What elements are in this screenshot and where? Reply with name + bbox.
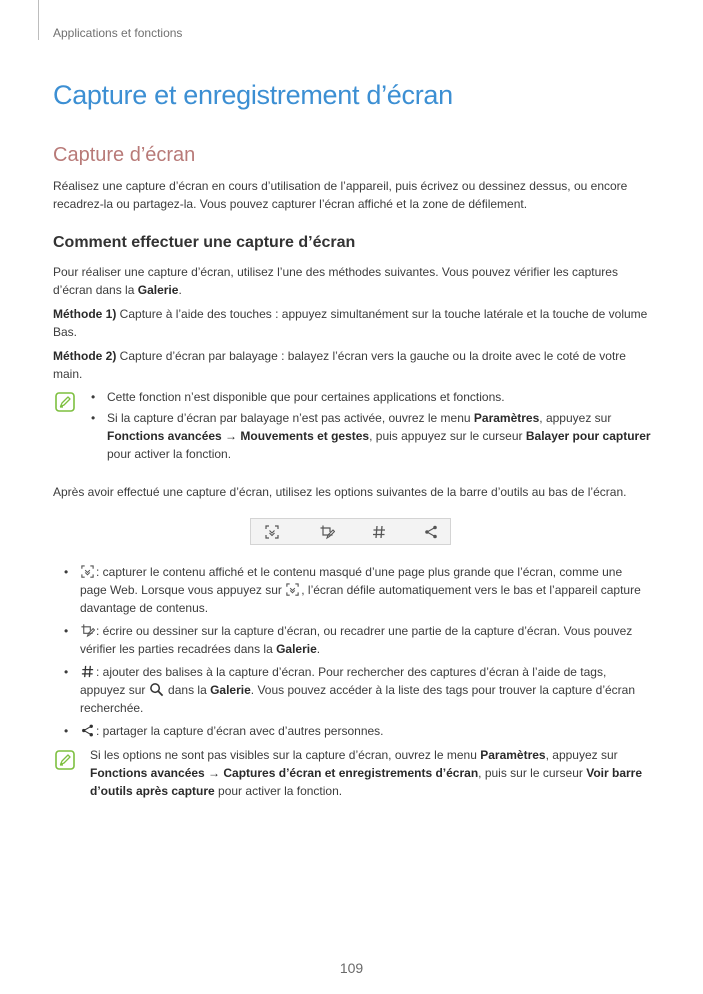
note-1-list	[107, 388, 652, 463]
screenshot-toolbar	[250, 518, 451, 545]
gallery-link-text: Galerie	[137, 283, 179, 297]
after-capture-text: Après avoir effectué une capture d’écran, utilisez les options suivantes de la barre d’outils au bas de l’écran.	[53, 485, 627, 499]
search-icon	[149, 682, 164, 697]
page-number: 109	[339, 960, 364, 976]
page-margin-rule	[38, 0, 39, 40]
method-2: Méthode 2) Capture d’écran par balayage : balayez l’écran vers la gauche ou la droite avec le coté de votre main.	[53, 349, 626, 381]
share-icon	[80, 723, 95, 738]
note-icon	[55, 392, 75, 412]
note-2-text: Si les options ne sont pas visibles sur la capture d’écran, ouvrez le menu Paramètres, appuyez sur Fonctions avancées → Captures d’écran et enregistrements d’écran, puis sur le curseur Voir barre d’outils après capture pour activer la fonction.	[90, 748, 643, 798]
running-head: Applications et fonctions	[53, 26, 183, 40]
note-icon	[55, 750, 75, 770]
page-title: Capture et enregistrement d’écran	[53, 80, 453, 110]
section-intro: Réalisez une capture d’écran en cours d’utilisation de l’appareil, puis écrivez ou dessinez dessus, ou encore recadrez-la ou partagez-la. Vous pouvez capturer l’écran affiché et la zone de défilement.	[53, 179, 628, 211]
option-share: • : partager la capture d’écran avec d’autres personnes.	[80, 722, 650, 740]
crop-edit-icon	[319, 524, 335, 540]
note-1-bullet-1: • Cette fonction n’est disponible que pour certaines applications et fonctions.	[107, 388, 652, 406]
scroll-capture-icon	[264, 524, 280, 540]
section-title: Capture d’écran	[53, 144, 196, 166]
option-scroll-capture: • : capturer le contenu affiché et le contenu masqué d’une page plus grande que l’écran, comme une page Web. Lorsque vous appuyez sur , l’écran défile automatiquement vers le bas et l’appareil capture davantage de contenus.	[80, 563, 650, 617]
share-icon	[423, 524, 439, 540]
scroll-capture-icon	[80, 564, 95, 579]
toolbar-options-list	[80, 563, 650, 740]
scroll-capture-icon	[285, 582, 300, 597]
hashtag-icon	[80, 664, 95, 679]
howto-title: Comment effectuer une capture d’écran	[53, 234, 356, 251]
hashtag-icon	[371, 524, 387, 540]
howto-intro: Pour réaliser une capture d’écran, utilisez l’une des méthodes suivantes. Vous pouvez vérifier les captures d’écran dans la Galerie.	[53, 265, 618, 297]
crop-edit-icon	[80, 623, 95, 638]
option-draw-crop: • : écrire ou dessiner sur la capture d’écran, ou recadrer une partie de la capture d’écran. Vous pouvez vérifier les parties recadrées dans la Galerie.	[80, 622, 650, 658]
option-tags: • : ajouter des balises à la capture d’écran. Pour rechercher des captures d’écran à l’aide de tags, appuyez sur dans la Galerie. Vous pouvez accéder à la liste des tags pour trouver la capture d’écran recherchée.	[80, 663, 650, 717]
method-1: Méthode 1) Capture à l’aide des touches : appuyez simultanément sur la touche latérale et la touche de volume Bas.	[53, 307, 648, 339]
note-1-bullet-2: • Si la capture d’écran par balayage n’est pas activée, ouvrez le menu Paramètres, appuyez sur Fonctions avancées → Mouvements et gestes, puis appuyez sur le curseur Balayer pour capturer pour activer la fonction.	[107, 409, 652, 463]
